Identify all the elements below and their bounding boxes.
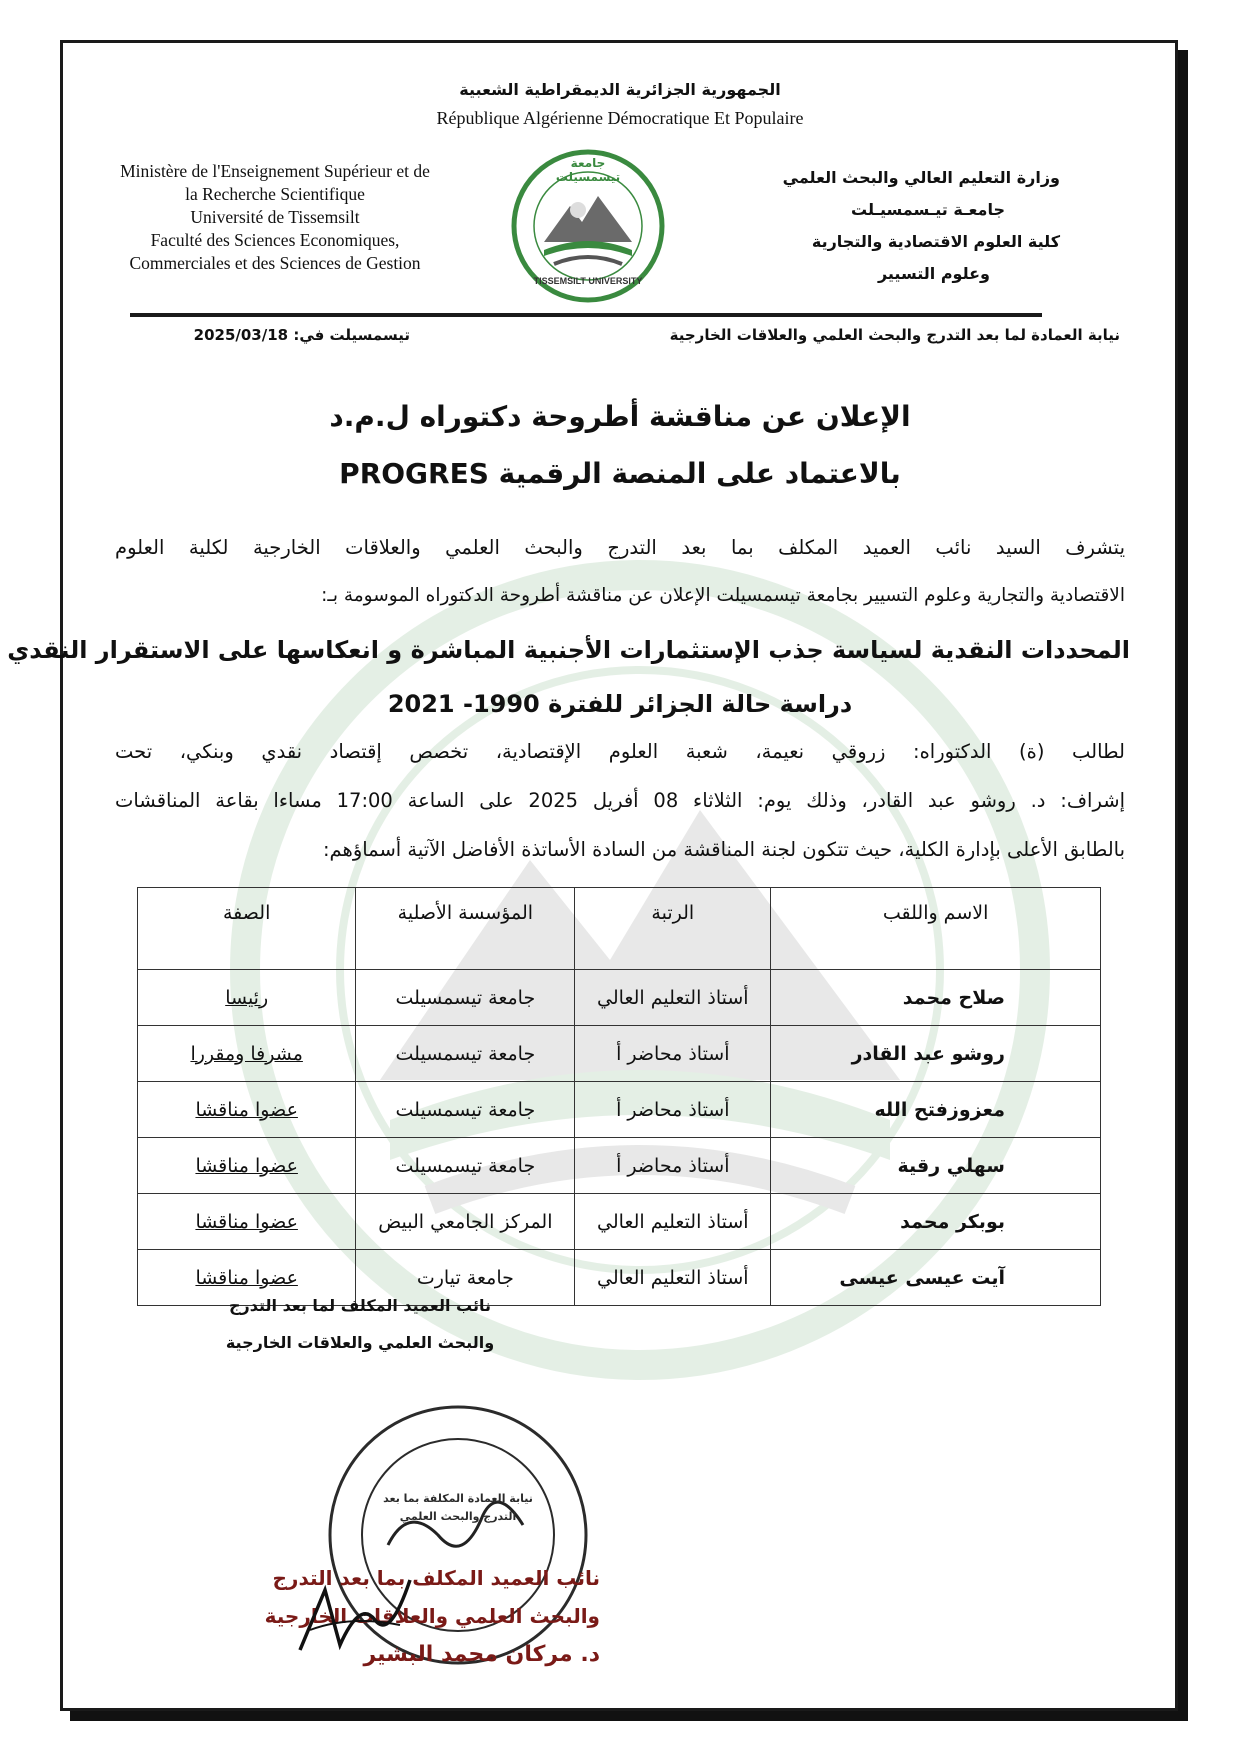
ministry-ar-line: جامعـة تيـسمسيـلت: [851, 200, 1005, 219]
ministry-arabic-block: [760, 162, 1060, 290]
member-role-cell: [138, 1138, 356, 1194]
member-rank: أستاذ محاضر أ: [575, 1082, 771, 1138]
details-line: بالطابق الأعلى بإدارة الكلية، حيث تتكون لجنة المناقشة من السادة الأساتذة الأفاضل الآتية أسماؤهم:: [322, 838, 1125, 861]
department-line: نيابة العمادة لما بعد التدرج والبحث العلمي والعلاقات الخارجية: [669, 326, 1120, 344]
member-role: عضوا مناقشا: [195, 1098, 298, 1121]
republic-french: République Algérienne Démocratique Et Populaire: [436, 108, 804, 128]
member-role: مشرفا ومقررا: [190, 1042, 303, 1065]
details-line: لطالب (ة) الدكتوراه: زروقي نعيمة، شعبة العلوم الإقتصادية، تخصص إقتصاد نقدي وبنكي، تحت: [115, 740, 1125, 763]
member-role: عضوا مناقشا: [195, 1154, 298, 1177]
header-rank: الرتبة: [575, 888, 771, 970]
ministry-french-block: [75, 160, 475, 275]
signature-title-line: نائب العميد المكلف لما بعد التدرج: [229, 1296, 491, 1315]
member-rank: أستاذ محاضر أ: [575, 1138, 771, 1194]
header-divider: [130, 313, 1042, 317]
member-institution: جامعة تيسمسيلت: [356, 1026, 575, 1082]
ministry-fr-line: Faculté des Sciences Economiques,: [150, 230, 400, 250]
member-role-cell: [138, 1194, 356, 1250]
table-row: [138, 1138, 1101, 1194]
announcement-title: الإعلان عن مناقشة أطروحة دكتوراه ل.م.د: [329, 400, 911, 433]
member-institution: المركز الجامعي البيض: [356, 1194, 575, 1250]
intro-line: يتشرف السيد نائب العميد المكلف بما بعد التدرج والبحث العلمي والعلاقات الخارجية لكلية العلوم: [115, 536, 1125, 559]
member-rank: أستاذ التعليم العالي: [575, 970, 771, 1026]
intro-line: الاقتصادية والتجارية وعلوم التسيير بجامعة تيسمسيلت الإعلان عن مناقشة أطروحة الدكتوراه الموسومة بـ:: [321, 585, 1125, 606]
member-role: عضوا مناقشا: [195, 1266, 298, 1289]
signature-title-line: والبحث العلمي والعلاقات الخارجية: [225, 1333, 495, 1352]
ministry-ar-line: وزارة التعليم العالي والبحث العلمي: [782, 168, 1060, 187]
table-header-row: [138, 888, 1101, 970]
table-row: [138, 970, 1101, 1026]
signature-icon: [280, 1560, 430, 1670]
thesis-title: المحددات النقدية لسياسة جذب الإستثمارات الأجنبية المباشرة و انعكاسها على الاستقرار النقدي: [7, 636, 1130, 664]
header-institution: المؤسسة الأصلية: [356, 888, 575, 970]
member-name: روشو عبد القادر: [771, 1026, 1101, 1082]
republic-arabic: الجمهورية الجزائرية الديمقراطية الشعبية: [459, 80, 781, 99]
member-institution: جامعة تيسمسيلت: [356, 970, 575, 1026]
member-role-cell: [138, 1082, 356, 1138]
member-rank: أستاذ التعليم العالي: [575, 1194, 771, 1250]
header-name: الاسم واللقب: [771, 888, 1101, 970]
ministry-ar-line: وعلوم التسيير: [877, 264, 990, 283]
member-name: صلاح محمد: [771, 970, 1101, 1026]
details-line: إشراف: د. روشو عبد القادر، وذلك يوم: الثلاثاء 08 أفريل 2025 على الساعة 17:00 مساءا بقاعة المناقشات: [115, 789, 1125, 812]
member-role: عضوا مناقشا: [195, 1210, 298, 1233]
member-role: رئيسا: [225, 986, 269, 1009]
table-row: [138, 1026, 1101, 1082]
announcement-subtitle: بالاعتماد على المنصة الرقمية PROGRES: [339, 457, 901, 490]
date-line: تيسمسيلت في: 2025/03/18: [193, 326, 410, 344]
logo-text-arabic: جامعة تيسمسيلت: [555, 156, 621, 184]
stamp-name-line: نائب العميد المكلف بما بعد التدرج: [272, 1566, 600, 1590]
member-rank: أستاذ محاضر أ: [575, 1026, 771, 1082]
header-role: الصفة: [138, 888, 356, 970]
member-role-cell: [138, 1026, 356, 1082]
member-institution: جامعة تيسمسيلت: [356, 1138, 575, 1194]
committee-table: [137, 887, 1101, 1306]
thesis-subtitle: دراسة حالة الجزائر للفترة 1990- 2021: [387, 690, 853, 718]
ministry-fr-line: Ministère de l'Enseignement Supérieur et de: [120, 161, 430, 181]
table-row: [138, 1082, 1101, 1138]
ministry-fr-line: Commerciales et des Sciences de Gestion: [129, 253, 421, 273]
ministry-fr-line: Université de Tissemsilt: [190, 207, 360, 227]
ministry-ar-line: كلية العلوم الاقتصادية والتجارية: [811, 232, 1060, 251]
logo-text-english: TISSEMSILT UNIVERSITY: [533, 276, 643, 286]
member-name: بوبكر محمد: [771, 1194, 1101, 1250]
member-role-cell: [138, 970, 356, 1026]
member-name: آيت عيسى عيسى: [771, 1250, 1101, 1306]
member-name: سهلي رقية: [771, 1138, 1101, 1194]
member-institution: جامعة تيسمسيلت: [356, 1082, 575, 1138]
stamp-name-line: د. مركان محمد البشير: [363, 1642, 600, 1667]
member-rank: أستاذ التعليم العالي: [575, 1250, 771, 1306]
stamp-name-line: والبحث العلمي والعلاقات الخارجية: [264, 1604, 600, 1628]
stamp-inner-text: نيابة العمادة المكلفة بما بعد التدرج والبحث العلمي: [383, 1492, 533, 1523]
ministry-fr-line: la Recherche Scientifique: [185, 184, 365, 204]
member-name: معزوزفتح الله: [771, 1082, 1101, 1138]
table-row: [138, 1194, 1101, 1250]
member-institution: جامعة تيارت: [356, 1250, 575, 1306]
